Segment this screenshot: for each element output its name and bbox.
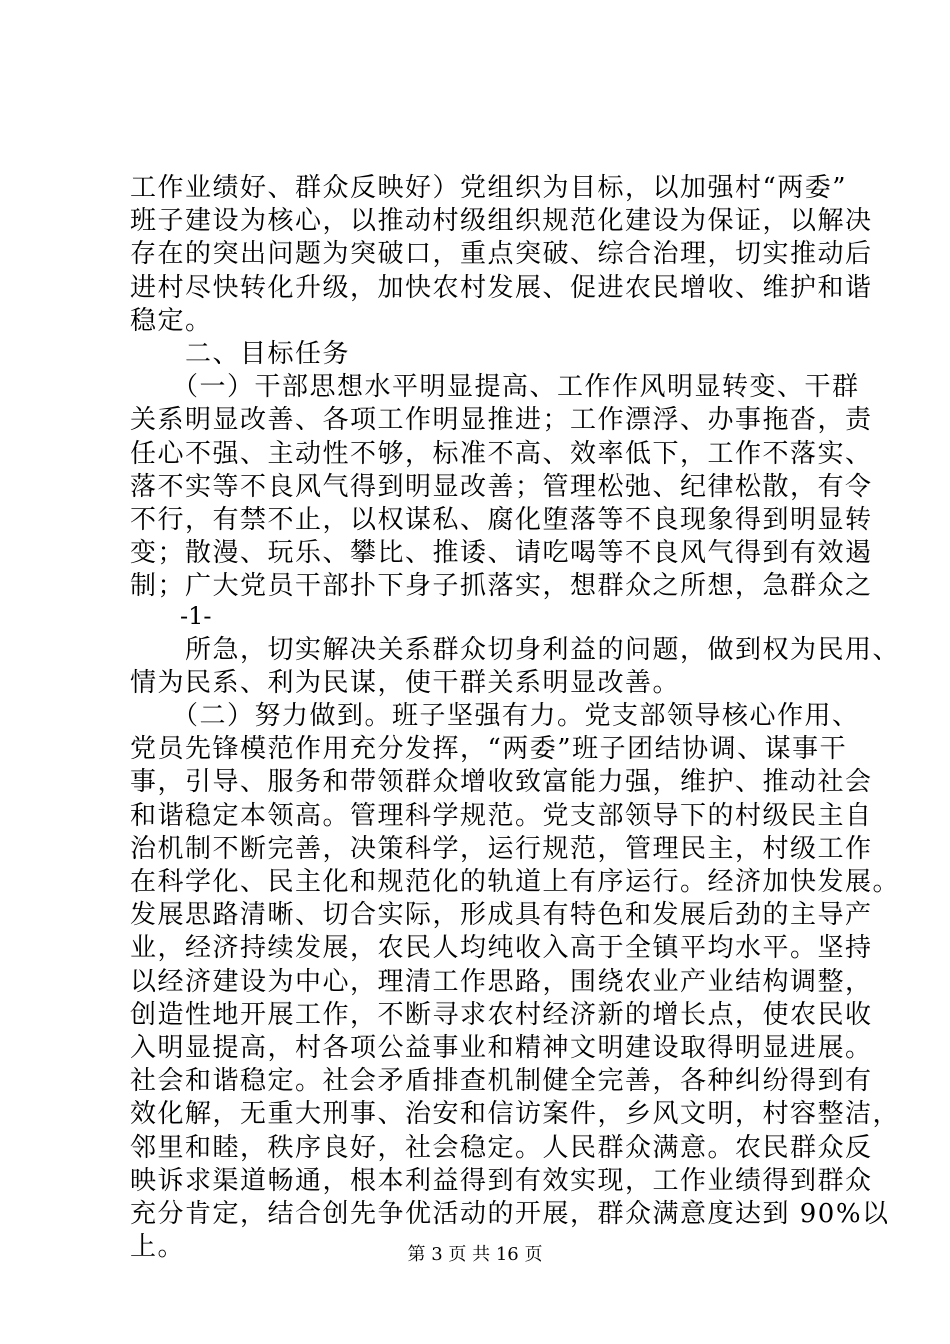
body-text-line: 在科学化、民主化和规范化的轨道上有序运行。经济加快发展。: [130, 867, 901, 897]
body-text-line: 映诉求渠道畅通，根本利益得到有效实现，工作业绩得到群众: [130, 1166, 873, 1196]
body-text-line: 效化解，无重大刑事、治安和信访案件，乡风文明，村容整洁，: [130, 1099, 901, 1129]
body-text-line: 落不实等不良风气得到明显改善；管理松弛、纪律松散，有令: [130, 472, 873, 502]
page-footer: 第 3 页 共 16 页: [407, 1244, 543, 1265]
body-text-line: 社会和谐稳定。社会矛盾排查机制健全完善，各种纠纷得到有: [130, 1066, 873, 1096]
body-text-line: （一）干部思想水平明显提高、工作作风明显转变、干群: [130, 372, 860, 402]
body-text-line: 充分肯定，结合创先争优活动的开展，群众满意度达到 90%以: [130, 1199, 890, 1229]
body-text-line: 入明显提高，村各项公益事业和精神文明建设取得明显进展。: [130, 1033, 873, 1063]
body-text-line: 班子建设为核心，以推动村级组织规范化建设为保证，以解决: [130, 206, 873, 236]
body-text-line: 进村尽快转化升级，加快农村发展、促进农民增收、维护和谐: [130, 273, 873, 303]
body-text-line: 业，经济持续发展，农民人均纯收入高于全镇平均水平。坚持: [130, 933, 873, 963]
body-text-line: 党员先锋模范作用充分发挥，“两委”班子团结协调、谋事干: [130, 734, 848, 764]
body-text-line: 治机制不断完善，决策科学，运行规范，管理民主，村级工作: [130, 834, 873, 864]
section-heading: 二、目标任务: [130, 339, 351, 369]
body-text-line: （二）努力做到。班子坚强有力。党支部领导核心作用、: [130, 701, 860, 731]
body-text-line: 上。: [130, 1232, 186, 1262]
body-text-line: 发展思路清晰、切合实际，形成具有特色和发展后劲的主导产: [130, 900, 873, 930]
body-text-line: 所急，切实解决关系群众切身利益的问题，做到权为民用、: [130, 635, 901, 665]
body-text-line: 事，引导、服务和带领群众增收致富能力强，维护、推动社会: [130, 767, 873, 797]
body-text-line: 情为民系、利为民谋，使干群关系明显改善。: [130, 668, 681, 698]
body-text-line: 工作业绩好、群众反映好）党组织为目标，以加强村“两委”: [130, 173, 848, 203]
body-text-line: 变；散漫、玩乐、攀比、推诿、请吃喝等不良风气得到有效遏: [130, 538, 873, 568]
body-text-line: 任心不强、主动性不够，标准不高、效率低下，工作不落实、: [130, 439, 873, 469]
body-text-line: 存在的突出问题为突破口，重点突破、综合治理，切实推动后: [130, 239, 873, 269]
body-text-line: 邻里和睦，秩序良好，社会稳定。人民群众满意。农民群众反: [130, 1133, 873, 1163]
body-text-line: 稳定。: [130, 306, 213, 336]
body-text-line: 制；广大党员干部扑下身子抓落实，想群众之所想，急群众之: [130, 571, 873, 601]
body-text-line: 关系明显改善、各项工作明显推进；工作漂浮、办事拖沓，责: [130, 405, 873, 435]
body-text-line: 创造性地开展工作，不断寻求农村经济新的增长点，使农民收: [130, 1000, 873, 1030]
body-text-line: 以经济建设为中心，理清工作思路，围绕农业产业结构调整，: [130, 967, 873, 997]
inline-page-marker: -1-: [180, 602, 212, 630]
body-text-line: 和谐稳定本领高。管理科学规范。党支部领导下的村级民主自: [130, 801, 873, 831]
body-text-line: 不行，有禁不止，以权谋私、腐化堕落等不良现象得到明显转: [130, 505, 873, 535]
